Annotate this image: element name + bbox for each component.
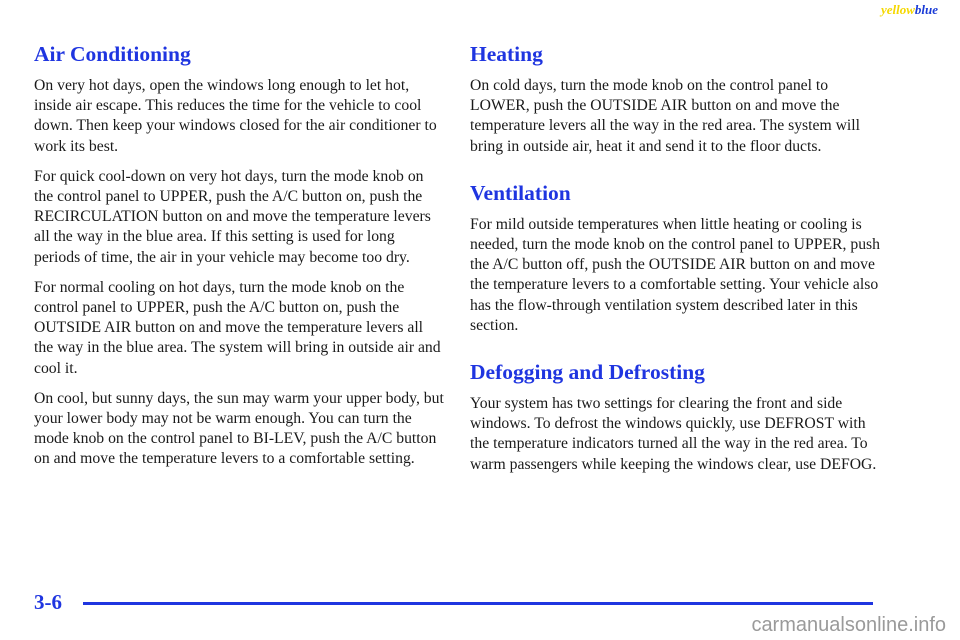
- ac-paragraph-3: For normal cooling on hot days, turn the mode knob on the control panel to UPPER, push the A/C button on, push the OUTSIDE AIR button on and move the temperature levers all the way in the blue area. The system will bring in outside air and cool it.: [34, 278, 441, 377]
- footer-rule: [83, 602, 873, 605]
- left-column: [34, 40, 444, 480]
- defogging-heading: Defogging and Defrosting: [470, 360, 705, 385]
- defogging-paragraph: Your system has two settings for clearing the front and side windows. To defrost the windows quickly, use DEFROST with the temperature indicators turned all the way in the red area. To warm passengers while keeping the windows clear, use DEFOG.: [470, 395, 877, 473]
- page-number: 3-6: [34, 590, 62, 614]
- corner-tag-yellow: yellow: [880, 2, 915, 17]
- right-column: [470, 40, 880, 485]
- corner-color-tag: [881, 2, 938, 18]
- ventilation-heading: Ventilation: [470, 180, 571, 205]
- site-watermark: carmanualsonline.info: [751, 614, 946, 636]
- ac-paragraph-1: On very hot days, open the windows long enough to let hot, inside air escape. This reduces the time for the vehicle to cool down. Then keep your windows closed for the air conditioner to work its best.: [34, 77, 437, 155]
- ac-paragraph-4: On cool, but sunny days, the sun may warm your upper body, but your lower body may not be warm enough. You can turn the mode knob on the control panel to BI‑LEV, push the A/C button on and move the temperature levers to a comfortable setting.: [34, 389, 444, 468]
- ac-paragraph-2: For quick cool‑down on very hot days, turn the mode knob on the control panel to UPPER, push the A/C button on, push the RECIRCULATION button on and move the temperature levers all the way in the blue area. If this setting is used for long periods of time, the air in your vehicle may become too dry.: [34, 167, 431, 266]
- heating-paragraph: On cold days, turn the mode knob on the control panel to LOWER, push the OUTSIDE AIR button on and move the temperature levers all the way in the red area. The system will bring in outside air, heat it and send it to the floor ducts.: [470, 77, 861, 155]
- heating-heading: Heating: [470, 42, 543, 66]
- air-conditioning-heading: Air Conditioning: [34, 42, 191, 66]
- ventilation-paragraph: For mild outside temperatures when little heating or cooling is needed, turn the mode knob on the control panel to UPPER, push the A/C button off, push the OUTSIDE AIR button on and move the temperature levers to a comfortable setting. Your vehicle also has the flow‑through ventilation system described later in this section.: [470, 215, 880, 334]
- corner-tag-blue: blue: [914, 2, 938, 17]
